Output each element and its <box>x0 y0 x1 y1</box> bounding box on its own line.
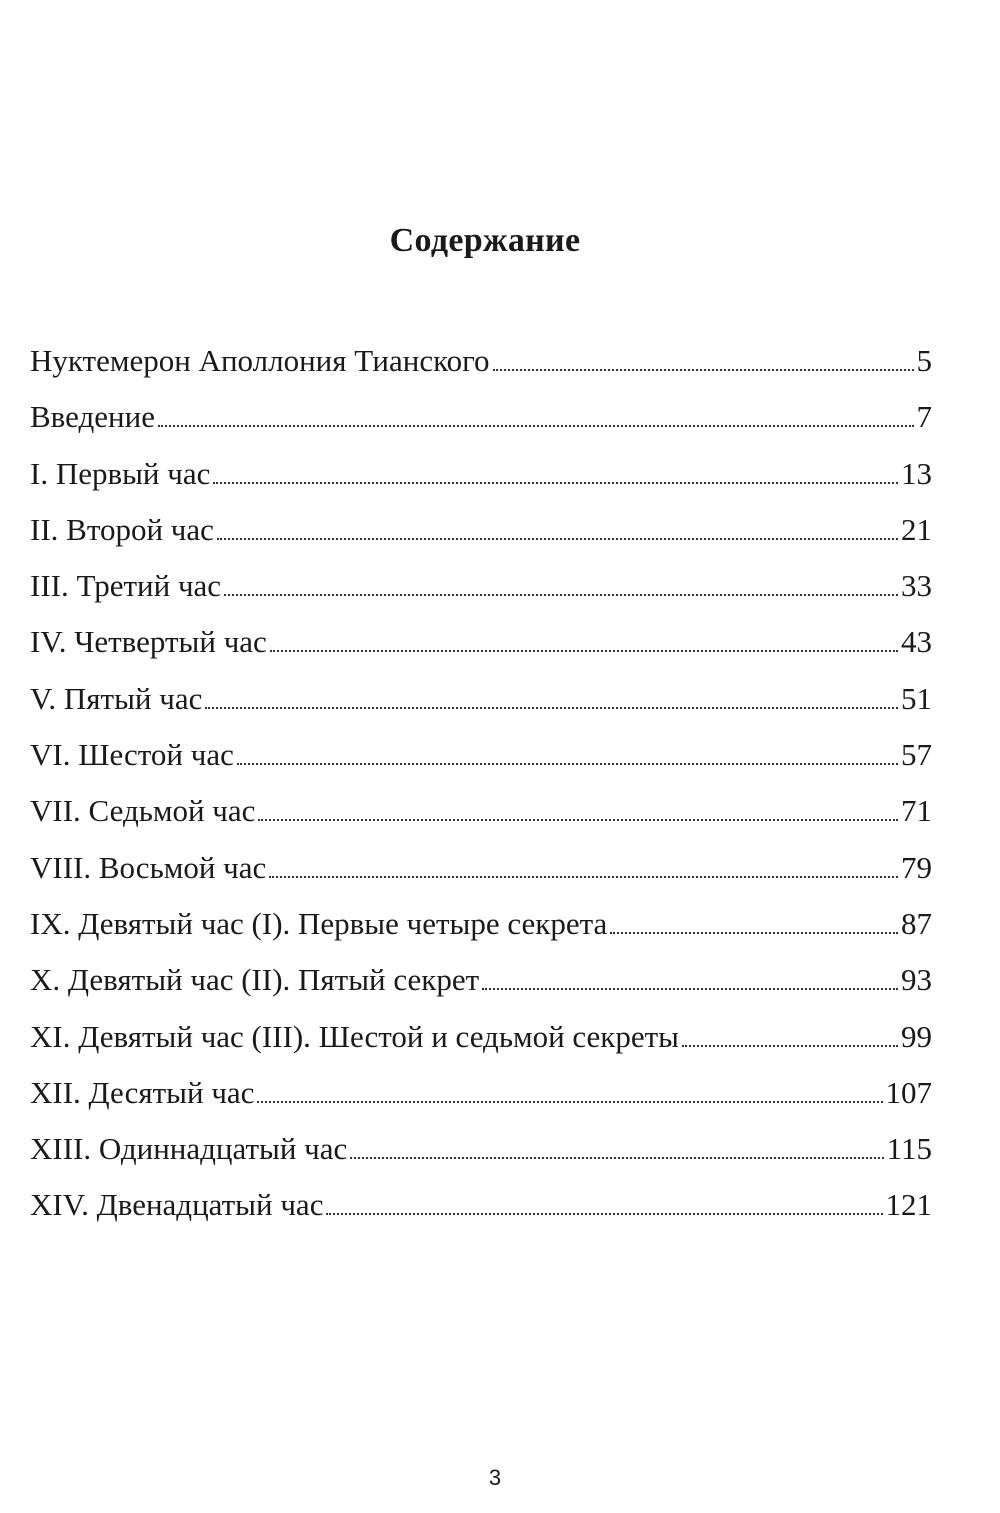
dot-leader <box>237 763 898 765</box>
toc-entry-page: 33 <box>901 568 932 604</box>
dot-leader <box>269 876 898 878</box>
toc-entry-label: III. Третий час <box>30 568 222 604</box>
toc-entry[interactable] <box>30 1177 932 1233</box>
toc-entry-page: 93 <box>901 962 932 998</box>
toc-entry-label: XII. Десятый час <box>30 1074 255 1110</box>
toc-entry[interactable] <box>30 671 932 727</box>
toc-entry-label: V. Пятый час <box>30 680 203 716</box>
toc-entry-page: 99 <box>901 1018 932 1054</box>
dot-leader <box>224 594 898 596</box>
dot-leader <box>270 650 898 652</box>
toc-entry[interactable] <box>30 614 932 670</box>
toc-entry-label: VIII. Восьмой час <box>30 849 267 885</box>
dot-leader <box>158 425 914 427</box>
toc-entry-page: 13 <box>901 455 932 491</box>
toc-entry[interactable] <box>30 1009 932 1065</box>
toc-entry[interactable] <box>30 783 932 839</box>
dot-leader <box>213 482 898 484</box>
toc-entry[interactable] <box>30 389 932 445</box>
toc-entry[interactable] <box>30 840 932 896</box>
dot-leader <box>205 707 898 709</box>
dot-leader <box>350 1157 883 1159</box>
toc-entry-label: VII. Седьмой час <box>30 793 256 829</box>
toc-entry-label: IV. Четвертый час <box>30 624 267 660</box>
toc-entry-page: 115 <box>886 1131 932 1167</box>
dot-leader <box>257 1101 882 1103</box>
toc-entry-page: 5 <box>916 343 932 378</box>
dot-leader <box>610 932 898 934</box>
toc-entry-page: 7 <box>916 399 932 435</box>
toc-entry-label: VI. Шестой час <box>30 737 234 773</box>
toc-entry-label: XI. Девятый час (III). Шестой и седьмой секреты <box>30 1018 680 1054</box>
dot-leader <box>258 819 898 821</box>
toc-entry[interactable] <box>30 896 932 952</box>
toc-entry-page: 71 <box>901 793 932 829</box>
toc-entry[interactable] <box>30 446 932 502</box>
toc-entry-label: II. Второй час <box>30 511 214 547</box>
toc-entry-page: 51 <box>901 680 932 716</box>
dot-leader <box>326 1213 882 1215</box>
toc-entry[interactable] <box>30 727 932 783</box>
dot-leader <box>682 1045 898 1047</box>
toc-entry[interactable] <box>30 952 932 1008</box>
toc-entry-page: 57 <box>901 737 932 773</box>
toc-entry-page: 21 <box>901 511 932 547</box>
toc-entry-label: XIII. Одиннадцатый час <box>30 1131 348 1167</box>
toc-entry[interactable] <box>30 1065 932 1121</box>
toc-entry[interactable] <box>30 1121 932 1177</box>
toc-entry[interactable] <box>30 502 932 558</box>
dot-leader <box>482 988 898 990</box>
toc-entry-page: 43 <box>901 624 932 660</box>
dot-leader <box>493 369 914 371</box>
page-number: 3 <box>488 1465 502 1490</box>
toc-entry-label: XIV. Двенадцатый час <box>30 1187 324 1223</box>
toc-entry-page: 87 <box>901 905 932 941</box>
toc-entry-page: 121 <box>885 1187 932 1223</box>
toc-entry[interactable] <box>30 333 932 389</box>
toc-entry-label: IX. Девятый час (I). Первые четыре секрета <box>30 905 608 941</box>
toc-entry-page: 107 <box>885 1074 932 1110</box>
toc-entry-label: Нуктемерон Аполлония Тианского <box>30 343 490 378</box>
toc-entry-label: X. Девятый час (II). Пятый секрет <box>30 962 480 998</box>
toc-entry-page: 79 <box>901 849 932 885</box>
page-title: Содержание <box>389 222 581 259</box>
toc-entry[interactable] <box>30 558 932 614</box>
table-of-contents <box>30 333 932 1234</box>
toc-entry-label: Введение <box>30 399 155 435</box>
toc-entry-label: I. Первый час <box>30 455 211 491</box>
dot-leader <box>217 538 898 540</box>
